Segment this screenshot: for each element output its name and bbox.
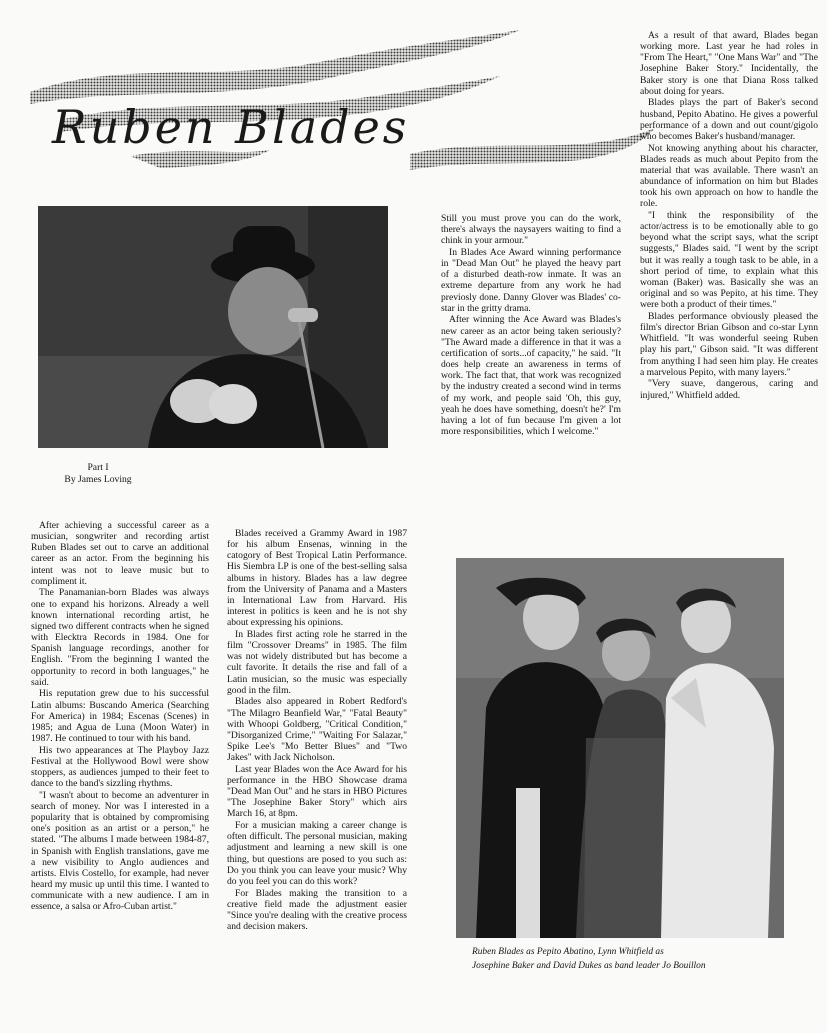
byline — [38, 462, 158, 485]
caption-line-2: Josephine Baker and David Dukes as band leader Jo Bouillon — [472, 961, 706, 971]
paragraph: The Panamanian-born Blades was always one to expand his horizons. Already a well known international recording artist, he signed two different contracts when he signed with Elecktra Records in 1984. One for Spanish language recordings, another for English. "From the beginning I wanted the opportunity to record in both languages," he said. — [31, 587, 209, 688]
paragraph: Blades plays the part of Baker's second husband, Pepito Abatino. He gives a powerful performance of a down and out count/gigolo who becomes Baker's husband/manager. — [640, 97, 818, 142]
paragraph: For Blades making the transition to a creative field made the adjustment easier "Since you're dealing with the creative process and decision makers. — [227, 887, 407, 932]
paragraph: "I wasn't about to become an adventurer in search of money. Nor was I interested in a popularity that is obtained by compromising one's position as an artist or a person," he stated. "The albums I made between 1984-87, in Spanish with English translations, gave me a new visibility to Anglo audiences and artists. Elvis Costello, for example, had never heard my music up until this time. I wanted to communicate with a new audience. I am in essence, a salsa or Afro-Cuban artist." — [31, 789, 209, 913]
paragraph: Blades received a Grammy Award in 1987 for his album Ensenas, winning in the catogory of Best Tropical Latin Performance. His Siembra LP is one of the best-selling salsa albums in history. Blades has a law degree from the University of Panama and a Masters in International Law from Harvard. His interest in politics is keen and he is not shy about expressing his opinions. — [227, 528, 407, 629]
caption-line-1: Ruben Blades as Pepito Abatino, Lynn Whitfield as — [472, 947, 664, 957]
article-column-4 — [640, 30, 818, 500]
paragraph: "Very suave, dangerous, caring and injured," Whitfield added. — [640, 378, 818, 401]
paragraph: After winning the Ace Award was Blades's new career as an actor being taken seriously? "The Award made a difference in that it was a certification of sorts...of capacity," he said. "It does help create an awareness in terms of work. The fact that, that work was recognized by the industry created a second wind in terms of my work, and people said 'Oh, this guy, yeah he does have something, doesn't he?' I'm having a lot of fun because I'm given a lot more responsibilities, which I welcome." — [441, 314, 621, 437]
paragraph: As a result of that award, Blades began working more. Last year he had roles in "From The Heart," "One Mans War" and "The Josephine Baker Story." Incidentally, the Baker story is one that Diana Ross talked about doing for years. — [640, 30, 818, 97]
paragraph: Still you must prove you can do the work, there's always the naysayers waiting to find a chink in your armour." — [441, 213, 621, 247]
paragraph: His reputation grew due to his successful Latin albums: Buscando America (Searching For America) in 1984; Escenas (Scenes) in 1985; and Agua de Luna (Moon Water) in 1987. He continued to tour with his band. — [31, 688, 209, 744]
byline-author: By James Loving — [64, 473, 132, 485]
paragraph: In Blades Ace Award winning performance in "Dead Man Out" he played the heavy part of a disturbed death-row inmate. It was an extreme departure from any work he had previosly done. Danny Glover was Blades' co-star in the gritty drama. — [441, 246, 621, 314]
paragraph: "I think the responsibility of the actor/actress is to be emotionally able to go beyond what the script says, what the script suggests," Blades said. "I went by the script but it was really a tough task to be able, in a short period of time, to explain what this woman (Baker) was. Basically she was an original and so was Pepito, at his time. They were both a product of their times." — [640, 210, 818, 311]
article-title: Ruben Blades — [52, 100, 410, 154]
cast-photo — [456, 558, 784, 938]
paragraph: For a musician making a career change is often difficult. The personal musician, making adjustment and learning a new skill is one thing, but questions are posed to you such as: Do you think you can leave your music? Why do you feel you can do this work? — [227, 820, 407, 887]
article-column-2 — [227, 528, 407, 1013]
paragraph: Last year Blades won the Ace Award for his performance in the HBO Showcase drama "Dead Man Out" and he stars in HBO Pictures "The Josephine Baker Story" which airs March 16, at 8pm. — [227, 763, 407, 820]
byline-part: Part I — [87, 462, 109, 473]
blades-singing-photo — [38, 206, 388, 448]
paragraph: Blades also appeared in Robert Redford's "The Milagro Beanfield War," "Fatal Beauty" with Whoopi Goldberg, "Critical Condition," "Disorganized Crime," "Waiting For Salazar," Spike Lee's "Mo Better Blues" and "Two Jakes" with Jack Nicholson. — [227, 696, 407, 764]
article-column-3 — [441, 213, 621, 503]
article-column-1 — [31, 520, 209, 1005]
paragraph: After achieving a successful career as a musician, songwriter and recording artist Ruben Blades set out to carve an additional career as an actor. From the beginning his intent was not to leave music but to compliment it. — [31, 520, 209, 587]
paragraph: His two appearances at The Playboy Jazz Festival at the Hollywood Bowl were show stoppers, as audiences jumped to their feet to dance to the band's sizzling rhythms. — [31, 744, 209, 790]
paragraph: Not knowing anything about his character, Blades reads as much about Pepito from the material that was available. There wasn't an abundance of information on him but Blades took his own approach on how to handle the role. — [640, 142, 818, 210]
photo-caption — [472, 945, 792, 973]
paragraph: In Blades first acting role he starred in the film "Crossover Dreams" in 1985. The film was not widely distributed but has become a cult favorite. It details the rise and fall of a Latin musician, so the music was especially good in the film. — [227, 628, 407, 696]
paragraph: Blades performance obviously pleased the film's director Brian Gibson and co-star Lynn Whitfield. "It was wonderful seeing Ruben play his part," Gibson said. "It was different from anything I had seen him play. He creates a marvelous Pepito, with many layers." — [640, 310, 818, 378]
